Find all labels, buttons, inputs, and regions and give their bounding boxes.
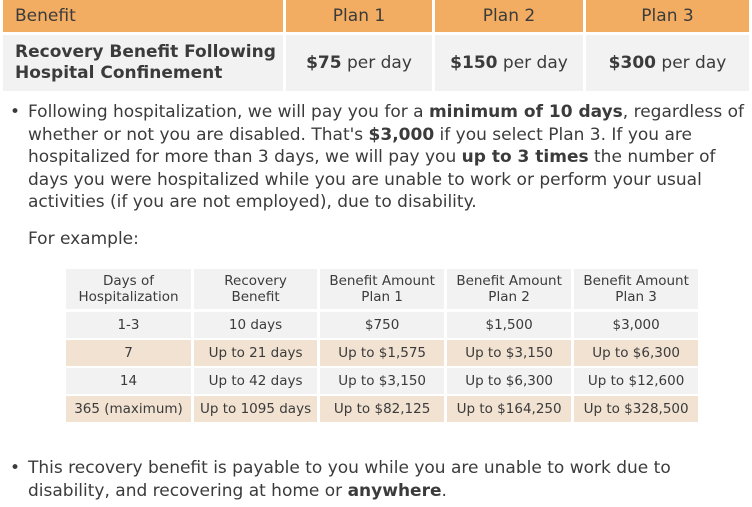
plan-1-amount: $75 [306, 53, 342, 73]
example-header-days-line2: Hospitalization [78, 289, 179, 305]
example-header-row [66, 269, 698, 312]
table-row [66, 340, 698, 368]
example-header-plan2 [447, 269, 574, 312]
example-header-recovery-line1: Recovery [224, 273, 287, 289]
plan-row-label-line2: Hospital Confinement [15, 63, 223, 83]
example-header-plan2-line1: Benefit Amount [456, 273, 562, 289]
for-example-label: For example: [28, 229, 139, 249]
p1-bold-3: up to 3 times [461, 147, 589, 167]
example-header-recovery-line2: Benefit [231, 289, 280, 305]
plan-row-label [3, 32, 283, 91]
cell-plan2: Up to $6,300 [447, 368, 574, 396]
cell-plan1: Up to $82,125 [320, 396, 447, 424]
cell-recovery: Up to 1095 days [194, 396, 320, 424]
plan-1-amount-cell [286, 32, 432, 91]
cell-days: 365 (maximum) [66, 396, 194, 424]
example-header-plan2-line2: Plan 2 [488, 289, 530, 305]
cell-plan1: Up to $3,150 [320, 368, 447, 396]
plan-row-label-line1: Recovery Benefit Following [15, 42, 276, 62]
p2-bold-1: anywhere [347, 480, 442, 501]
example-table [66, 269, 698, 424]
plan-2-unit: per day [502, 53, 568, 73]
cell-days: 1-3 [66, 312, 194, 340]
example-header-plan1-line1: Benefit Amount [329, 273, 435, 289]
plan-3-unit: per day [661, 53, 727, 73]
plan-header-benefit: Benefit [3, 0, 283, 32]
recovery-text [28, 457, 750, 502]
hospitalization-paragraph [0, 101, 750, 214]
p1-bold-2: $3,000 [368, 124, 435, 145]
cell-plan1: Up to $1,575 [320, 340, 447, 368]
cell-recovery: Up to 21 days [194, 340, 320, 368]
p2-text-1: This recovery benefit is payable to you while you are unable to work due to disability, and recovering at home or [28, 458, 671, 501]
plan-table-row-recovery [3, 32, 749, 91]
plan-2-amount: $150 [450, 53, 498, 73]
example-header-plan3-line2: Plan 3 [615, 289, 657, 305]
example-header-plan3 [574, 269, 698, 312]
cell-plan2: Up to $164,250 [447, 396, 574, 424]
example-header-plan3-line1: Benefit Amount [583, 273, 689, 289]
recovery-paragraph [0, 457, 750, 502]
plan-3-amount: $300 [608, 53, 656, 73]
cell-days: 7 [66, 340, 194, 368]
example-header-plan1 [320, 269, 447, 312]
cell-plan3: Up to $328,500 [574, 396, 698, 424]
p1-text-4: the number of days you were hospitalized while you are unable to work or perform your usual activities (if you are not employed), due to disability. [28, 147, 716, 212]
plan-table-header-row [3, 0, 749, 32]
cell-recovery: 10 days [194, 312, 320, 340]
cell-plan3: Up to $12,600 [574, 368, 698, 396]
plan-1-unit: per day [346, 53, 412, 73]
bullet-2: • [10, 458, 21, 478]
cell-plan3: $3,000 [574, 312, 698, 340]
cell-recovery: Up to 42 days [194, 368, 320, 396]
p2-text-2: . [441, 480, 447, 501]
table-row [66, 396, 698, 424]
plan-table [0, 0, 752, 91]
p1-text-2: , regardless of whether or not you are disabled. That's [28, 102, 745, 145]
table-row [66, 312, 698, 340]
cell-plan2: Up to $3,150 [447, 340, 574, 368]
plan-header-plan-1: Plan 1 [286, 0, 432, 32]
example-header-days-line1: Days of [103, 273, 154, 289]
p1-text-1: Following hospitalization, we will pay you for a [28, 102, 429, 122]
p1-text-3: if you select Plan 3. If you are hospitalized for more than 3 days, we will pay you [28, 124, 692, 167]
plan-header-plan-2: Plan 2 [435, 0, 583, 32]
hospitalization-text [28, 101, 750, 214]
cell-plan3: Up to $6,300 [574, 340, 698, 368]
example-header-days [66, 269, 194, 312]
plan-3-amount-cell [586, 32, 749, 91]
cell-days: 14 [66, 368, 194, 396]
p1-bold-1: minimum of 10 days [428, 102, 623, 122]
bullet-1: • [10, 102, 21, 122]
example-header-recovery [194, 269, 320, 312]
plan-header-plan-3: Plan 3 [586, 0, 749, 32]
cell-plan2: $1,500 [447, 312, 574, 340]
example-header-plan1-line2: Plan 1 [361, 289, 403, 305]
cell-plan1: $750 [320, 312, 447, 340]
table-row [66, 368, 698, 396]
plan-2-amount-cell [435, 32, 583, 91]
